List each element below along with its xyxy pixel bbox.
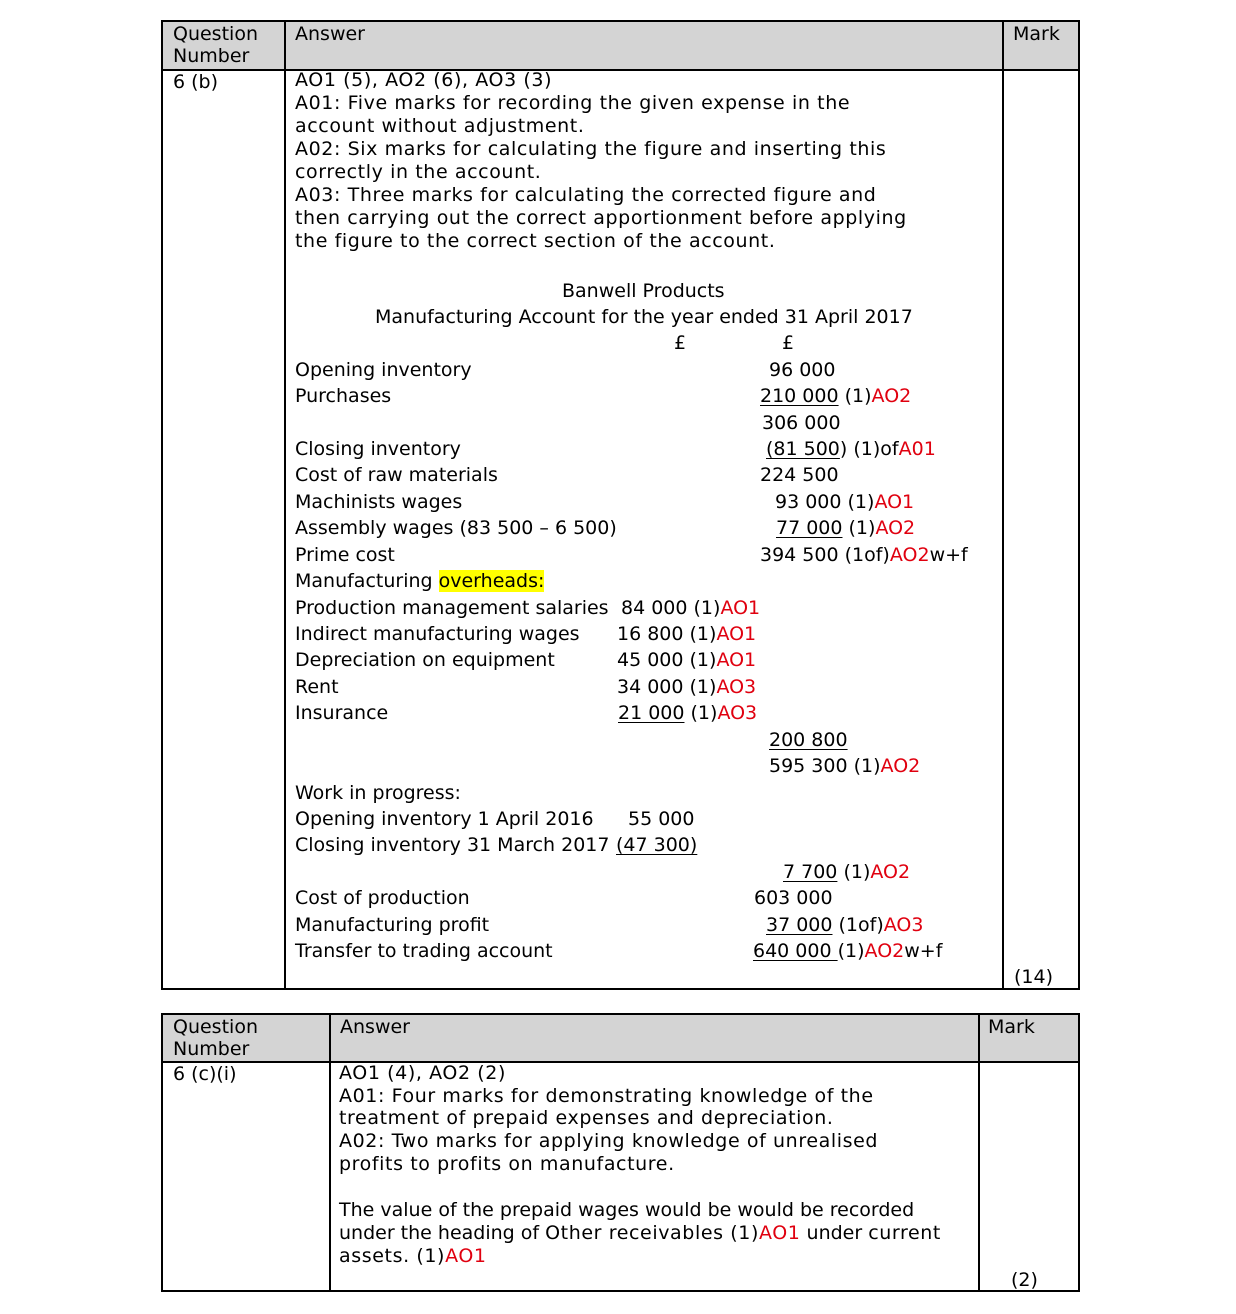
criteria-line: treatment of prepaid expenses and depreciation. <box>339 1107 834 1129</box>
criteria-line: A02: Two marks for applying knowledge of unrealised <box>339 1130 879 1152</box>
assessment-objective: AO3 <box>883 914 924 936</box>
rent-label: Rent <box>295 676 339 698</box>
cost-raw-materials-value: 224 500 <box>760 464 839 486</box>
mark-annotation: (1) <box>684 702 718 724</box>
answer-text: under the heading of <box>339 1222 546 1244</box>
criteria-line: profits to profits on manufacture. <box>339 1153 675 1175</box>
production-management-value: 84 000 (1) <box>621 597 721 619</box>
closing-bracket: ) <box>839 438 848 460</box>
mark-annotation: (1) <box>838 385 872 407</box>
wip-net-value-row <box>783 861 910 884</box>
mark-annotation: (1of) <box>832 914 884 936</box>
currency-column-2: £ <box>782 332 795 354</box>
assessment-objective: A01 <box>898 438 936 460</box>
wip-opening-label: Opening inventory 1 April 2016 <box>295 808 594 830</box>
rent-value: 34 000 (1) <box>617 676 717 698</box>
assessment-objective: AO3 <box>716 676 757 698</box>
insurance-label: Insurance <box>295 702 389 724</box>
criteria-line: account without adjustment. <box>295 115 585 137</box>
column-divider <box>329 1015 331 1290</box>
overheads-highlight: overheads: <box>438 570 545 592</box>
depreciation-value-row <box>617 649 756 672</box>
criteria-line: correctly in the account. <box>295 161 542 183</box>
assessment-objective: AO2 <box>871 385 912 407</box>
depreciation-label: Depreciation on equipment <box>295 649 555 671</box>
criteria-line: AO1 (5), AO2 (6), AO3 (3) <box>295 69 553 91</box>
closing-inventory-label: Closing inventory <box>295 438 461 460</box>
cost-raw-materials-label: Cost of raw materials <box>295 464 498 486</box>
mark-annotation: (1) <box>842 517 876 539</box>
prime-cost-value: 394 500 (1of) <box>760 544 890 566</box>
overheads-heading-text: Manufacturing <box>295 570 439 592</box>
production-management-value-row <box>621 597 760 620</box>
mark-annotation: (1)of <box>847 438 899 460</box>
manufacturing-overheads-heading <box>295 570 544 593</box>
subtotal-value-row <box>769 755 920 778</box>
assessment-objective: AO3 <box>717 702 758 724</box>
assessment-objective: AO1 <box>445 1245 487 1267</box>
closing-inventory-value-row <box>766 438 936 461</box>
assembly-wages-value: 77 000 <box>776 517 843 539</box>
question-number: 6 (c)(i) <box>173 1063 237 1085</box>
wip-opening-value: 55 000 <box>628 808 695 830</box>
overheads-total-value-row <box>769 729 848 752</box>
criteria-line: AO1 (4), AO2 (2) <box>339 1062 506 1084</box>
answer-text: under <box>800 1222 869 1244</box>
subtotal-value: 595 300 (1) <box>769 755 881 777</box>
opening-inventory-label: Opening inventory <box>295 359 472 381</box>
header-mark: Mark <box>1013 23 1060 45</box>
machinists-wages-label: Machinists wages <box>295 491 463 513</box>
transfer-value-row <box>753 940 942 963</box>
wip-closing-label: Closing inventory 31 March 2017 <box>295 834 610 856</box>
criteria-line: the figure to the correct section of the account. <box>295 230 776 252</box>
answer-line <box>339 1222 941 1245</box>
assembly-wages-value-row <box>776 517 915 540</box>
subtotal-value: 306 000 <box>762 412 841 434</box>
work-in-progress-heading: Work in progress: <box>295 782 461 804</box>
header-answer: Answer <box>295 23 365 45</box>
indirect-wages-value: 16 800 (1) <box>617 623 717 645</box>
purchases-value-row <box>760 385 911 408</box>
depreciation-value: 45 000 (1) <box>617 649 717 671</box>
currency-column-1: £ <box>674 332 687 354</box>
mark-annotation: (1) <box>837 861 871 883</box>
insurance-value-row <box>618 702 757 725</box>
insurance-value: 21 000 <box>618 702 685 724</box>
mark-total: (14) <box>1014 966 1054 988</box>
wip-closing-value-row <box>616 834 697 857</box>
suffix-wf: w+f <box>904 940 943 962</box>
header-question-number: Question Number <box>173 1016 258 1060</box>
manufacturing-profit-value: 37 000 <box>766 914 833 936</box>
column-divider <box>1002 22 1004 988</box>
indirect-wages-value-row <box>617 623 756 646</box>
assessment-objective: AO2 <box>875 517 916 539</box>
answer-text: current <box>868 1222 941 1244</box>
machinists-wages-value: 93 000 (1) <box>775 491 875 513</box>
header-answer: Answer <box>340 1016 410 1038</box>
purchases-label: Purchases <box>295 385 392 407</box>
assessment-objective: AO1 <box>716 623 757 645</box>
production-management-label: Production management salaries <box>295 597 609 619</box>
answer-text: assets. (1) <box>339 1245 446 1267</box>
header-mark: Mark <box>988 1016 1035 1038</box>
question-number: 6 (b) <box>173 71 219 93</box>
rent-value-row <box>617 676 756 699</box>
criteria-line: A01: Four marks for demonstrating knowledge of the <box>339 1085 874 1107</box>
indirect-wages-label: Indirect manufacturing wages <box>295 623 580 645</box>
assessment-objective: AO1 <box>874 491 915 513</box>
mark-annotation: (1) <box>837 940 865 962</box>
manufacturing-profit-label: Manufacturing profit <box>295 914 490 936</box>
assembly-wages-label: Assembly wages (83 500 – 6 500) <box>295 517 617 539</box>
account-title: Manufacturing Account for the year ended 31 April 2017 <box>375 306 913 328</box>
closing-inventory-value: (81 500 <box>766 438 840 460</box>
cost-of-production-value: 603 000 <box>754 887 833 909</box>
company-name: Banwell Products <box>562 280 725 302</box>
answer-line: The value of the prepaid wages would be would be recorded <box>339 1199 915 1221</box>
column-divider <box>978 1015 980 1290</box>
table-header <box>163 1015 1078 1063</box>
criteria-line: A03: Three marks for calculating the corrected figure and <box>295 184 877 206</box>
assessment-objective: AO2 <box>870 861 911 883</box>
header-question-number: Question Number <box>173 23 258 67</box>
overheads-total-value: 200 800 <box>769 729 848 751</box>
prime-cost-label: Prime cost <box>295 544 395 566</box>
wip-closing-value: (47 300) <box>616 834 698 856</box>
assessment-objective: AO2 <box>880 755 921 777</box>
criteria-line: A02: Six marks for calculating the figure and inserting this <box>295 138 887 160</box>
purchases-value: 210 000 <box>760 385 839 407</box>
answer-line <box>339 1245 487 1268</box>
criteria-line: then carrying out the correct apportionment before applying <box>295 207 907 229</box>
mark-total: (2) <box>1011 1269 1038 1291</box>
cost-of-production-label: Cost of production <box>295 887 470 909</box>
machinists-wages-value-row <box>775 491 914 514</box>
assessment-objective: AO1 <box>716 649 757 671</box>
wip-net-value: 7 700 <box>783 861 838 883</box>
criteria-line: A01: Five marks for recording the given expense in the <box>295 92 851 114</box>
assessment-objective: AO1 <box>720 597 761 619</box>
assessment-objective: AO2 <box>864 940 905 962</box>
assessment-objective: AO1 <box>758 1222 801 1244</box>
answer-text: Other receivables (1) <box>545 1222 759 1244</box>
suffix-wf: w+f <box>929 544 968 566</box>
prime-cost-value-row <box>760 544 968 567</box>
manufacturing-profit-value-row <box>766 914 923 937</box>
transfer-value: 640 000 <box>753 940 838 962</box>
opening-inventory-value: 96 000 <box>769 359 836 381</box>
transfer-label: Transfer to trading account <box>295 940 553 962</box>
assessment-objective: AO2 <box>889 544 930 566</box>
column-divider <box>284 22 286 988</box>
